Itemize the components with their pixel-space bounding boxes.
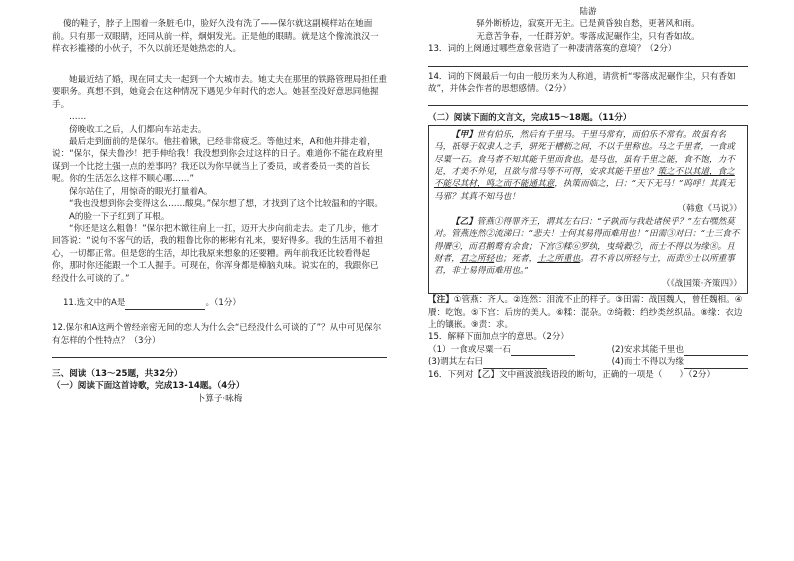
text-yi-source: （《战国策·齐策四》） [661, 278, 742, 289]
passage-paragraph-8: “你还是这么粗鲁！”保尔把木锨往肩上一扛，迈开大步向前走去。走了几步，他才回答说：“说句不客气的话，我的粗鲁比你的彬彬有礼来，要好得多。我的生活用不着担心，一切都正常。但是您的生活，却比我原来想象的还要糟。两年前我还比较看得起你，那时你还能跟一个工人握手。可现在，你浑身都是樟脑丸味。说实在的，我跟你已经没什么可谈的了。” [52, 223, 384, 284]
question-15-item-2-blank[interactable] [684, 346, 748, 356]
subsection-2-heading: （二）阅读下面的文言文，完成15～18题。（11分） [428, 113, 632, 124]
text-jia-source: （韩愈《马说》） [677, 204, 742, 215]
text-jia-underlined: 策之不以其道，食之不能尽其材，鸣之而不能通其意 [434, 167, 735, 190]
question-13: 13．词的上阕通过哪些意象营造了一种凄清落寞的意境？（2分） [428, 44, 677, 55]
passage-paragraph-4: 最后走到面前的是保尔。他拄着锹，已经非常疲乏。等他过来，A和他并排走着，说：“保尔，保夫鲁沙！把手伸给我！我没想到你会过这样的日子。难道你不能在政府里谋到一个比挖土强一点的差事吗？我还以为你早就当上了委员，或者委员一类的首长呢。你的生活怎么这样不顺心哪……” [52, 137, 384, 185]
text-yi-body: 管燕①得罪齐王，谓其左右曰：“子孰而与我赴诸侯乎？”左右嘿然莫对。管燕连然②流涕曰：“悲夫！士何其易得而难用也！”田需③对曰：“士三食不得餍④，而君鹅鹜有余食；下宫⑤糅⑥罗纨，曳绮縠⑦，而士不得以为缘⑧。且财者， [434, 216, 740, 264]
question-15-item-3-blank[interactable] [483, 359, 547, 369]
passage-ellipsis: …… [69, 112, 87, 123]
passage-paragraph-1-text: 傻的鞋子，脖子上围着一条脏毛巾，脸好久没有洗了——保尔就这副模样站在她面前。只有那一双眼睛，还同从前一样，炯炯发光。正是他的眼睛。就是这个像流浪汉一样衣衫褴褛的小伙子，不久以前还是她热恋的人。 [52, 19, 379, 55]
notes [428, 294, 748, 331]
poem-line-1: 驿外断桥边，寂寞开无主。已是黄昏独自愁，更著风和雨。 [476, 19, 700, 30]
question-11 [52, 285, 387, 322]
question-15-item-1-text: （1）一食或尽粟一石 [428, 344, 511, 355]
text-yi-label: 【乙】 [451, 216, 477, 227]
text-jia [434, 129, 742, 203]
question-15-item-3 [428, 356, 547, 368]
question-15-row-1 [428, 344, 748, 356]
question-11-score: 。（1分） [205, 298, 241, 309]
text-jia-end: ，执策而临之，曰：“天下无马！”呜呼！其真无马邪？其真不知马也！ [434, 179, 735, 202]
question-16: 16．下列对【乙】文中画波浪线语段的断句，正确的一项是（ ）（2分） [428, 369, 716, 380]
section-3-heading: 三、阅读（13～25题，共32分） [52, 368, 183, 379]
poem-title: 卜算子·咏梅 [196, 393, 243, 404]
passage-paragraph-7: A的脸一下子红到了耳根。 [69, 211, 170, 222]
text-yi-underlined-2: 士之所重也 [537, 253, 581, 264]
poem-author: 陆游 [579, 7, 597, 17]
notes-text: ①管燕：齐人。②连然：泪流不止的样子。③田需：战国魏人，曾任魏相。④餍：吃饱。⑤下宫：后房的美人。⑥糅：混杂。⑦绮縠：绉纱类丝织品。⑧缘：衣边上的镶嵌。⑨责：求。 [428, 295, 743, 330]
right-column [428, 0, 748, 381]
text-yi-underlined-1: 君之所轻 [459, 253, 495, 264]
passage-paragraph-5: 保尔站住了，用惊奇的眼光打量着A。 [69, 186, 213, 197]
question-15-item-2-text: (2)安求其能千里也 [611, 344, 684, 355]
classical-text-box [428, 125, 748, 294]
question-15-item-1-blank[interactable] [511, 346, 575, 356]
question-15-item-2 [612, 344, 748, 356]
text-yi-end: 。君不肯以所轻与士，而责⑨士以所重事君，非士易得而难用也。” [434, 253, 735, 277]
subsection-1-heading: （一）阅读下面这首诗歌，完成13-14题。（4分） [52, 381, 245, 392]
poem-line-2: 无意苦争春，一任群芳妒。零落成泥碾作尘，只有香如故。 [476, 31, 700, 42]
question-15: 15．解释下面加点字的意思。（2分） [428, 332, 570, 343]
question-15-item-4-text: (4)而士不得以为缘 [611, 357, 684, 368]
question-11-answer-blank[interactable] [125, 300, 205, 310]
notes-label: 【注】 [428, 295, 454, 306]
question-15-item-1 [428, 344, 575, 356]
passage-paragraph-3: 傍晚收工之后，人们都向车站走去。 [69, 124, 207, 135]
text-yi [434, 216, 742, 278]
question-12: 12.保尔和A这两个曾经亲密无间的恋人为什么会“已经没什么可谈的了”？从中可见保尔有怎样的个性特点？（3分） [52, 323, 382, 346]
question-15-item-3-text: (3)谓其左右曰 [428, 357, 484, 368]
left-column [52, 0, 387, 405]
passage-paragraph-2: 她最近结了婚，现在同丈夫一起到一个大城市去。她丈夫在那里的铁路管理局担任重要职务。真想不到，她竟会在这种情况下遇见少年时代的恋人。她甚至没好意思同他握手。 [52, 75, 387, 110]
text-jia-label: 【甲】 [451, 129, 477, 140]
question-15-item-4-blank[interactable] [684, 359, 748, 369]
question-15-item-4 [612, 356, 748, 368]
text-jia-body: 世有伯乐，然后有千里马。千里马常有，而伯乐不常有。故虽有名马，祇辱于奴隶人之手，骈死于槽枥之间，不以千里称也。马之千里者，一食或尽粟一石。食马者不知其能千里而食也。是马也，虽有千里之能，食不饱，力不足，才美不外见，且欲与常马等不可得，安求其能千里也？ [434, 129, 735, 178]
question-14: 14．词的下阕最后一句由一般历来为人称道，请赏析“零落成泥碾作尘，只有香如故”，并体会作者的思想感情。（2分） [428, 71, 736, 95]
question-15-row-2 [428, 356, 748, 368]
passage-paragraph-1 [52, 6, 387, 68]
question-11-text: 11.选文中的A是 [62, 298, 126, 309]
text-yi-mid: 也；死者， [494, 253, 538, 264]
passage-paragraph-6: “我也没想到你会变得这么……酸臭。”保尔想了想，才找到了这个比较温和的字眼。 [69, 199, 383, 210]
